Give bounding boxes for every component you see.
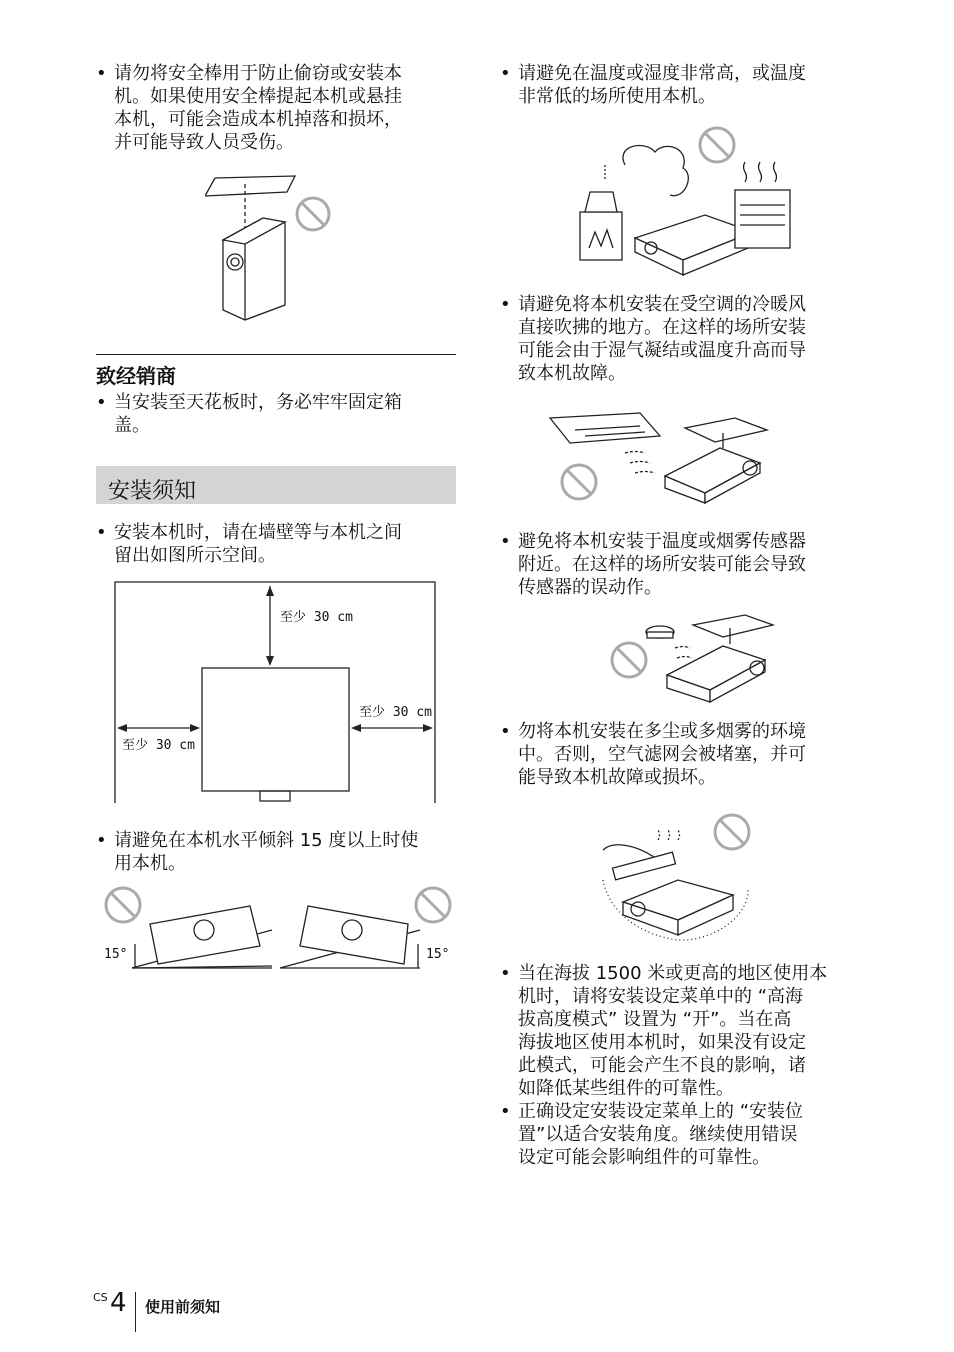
bullet-text: 当安装至天花板时，务必牢牢固定箱 盖。 [114, 392, 402, 436]
tilt-angle-right: 15° [426, 947, 450, 962]
bullet-text: 当在海拔 1500 米或更高的地区使用本 机时，请将安装设定菜单中的 “高海 拔高度模式” 设置为 “开”。当在高 海拔地区使用本机时，如果没有设定 此模式，可能会产生不良的影响，诸 如降低某些组件的可靠性。 [518, 963, 828, 1099]
section-divider [96, 354, 456, 355]
bullet-marker: • [500, 531, 511, 552]
clearance-label-left: 至少 30 cm [122, 738, 195, 753]
air-conditioner-illustration [545, 408, 775, 508]
right-bullet-installation-position [500, 1100, 870, 1170]
clearance-label-right: 至少 30 cm [359, 705, 432, 720]
bullet-text: 请勿将安全棒用于防止偷窃或安装本 机。如果使用安全棒提起本机或悬挂 本机，可能会造成本机掉落和损坏， 并可能导致人员受伤。 [114, 63, 402, 153]
bullet-text: 正确设定安装设定菜单上的 “安装位 置”以适合安装角度。继续使用错误 设定可能会影响组件的可靠性。 [518, 1101, 804, 1168]
left-bullet-tilt [96, 829, 456, 875]
footer-language-code: CS [93, 1291, 108, 1304]
bullet-marker: • [500, 963, 511, 984]
left-bullet-security-bar [96, 62, 456, 157]
dust-smoke-illustration [598, 810, 758, 945]
right-bullet-sensor [500, 530, 860, 600]
left-bullet-clearance [96, 521, 456, 567]
bullet-marker: • [96, 830, 107, 851]
right-bullet-temperature [500, 62, 860, 108]
temperature-humidity-illustration [575, 120, 800, 280]
bullet-text: 请避免在本机水平倾斜 15 度以上时使 用本机。 [114, 830, 419, 874]
right-bullet-altitude [500, 962, 870, 1102]
smoke-sensor-illustration [605, 610, 780, 705]
bullet-text: 请避免在温度或湿度非常高，或温度 非常低的场所使用本机。 [518, 63, 806, 107]
bullet-marker: • [96, 63, 107, 84]
footer-section-title: 使用前须知 [145, 1298, 221, 1316]
tilt-angle-left: 15° [104, 947, 128, 962]
bullet-marker: • [500, 63, 511, 84]
bullet-marker: • [500, 721, 511, 742]
bullet-marker: • [500, 294, 511, 315]
bullet-text: 安装本机时，请在墙壁等与本机之间 留出如图所示空间。 [114, 522, 402, 566]
clearance-diagram [110, 578, 440, 806]
bullet-text: 避免将本机安装于温度或烟雾传感器 附近。在这样的场所安装可能会导致 传感器的误动作。 [518, 531, 806, 598]
bullet-text: 请避免将本机安装在受空调的冷暖风 直接吹拂的地方。在这样的场所安装 可能会由于湿气凝结或温度升高而导 致本机故障。 [518, 294, 806, 384]
bullet-marker: • [96, 392, 107, 413]
section-title: 安装须知 [108, 479, 197, 504]
tilt-illustration [100, 884, 456, 974]
left-bullet-ceiling-cover [96, 391, 456, 437]
page-number: 4 [110, 1288, 127, 1318]
section-title-band [96, 466, 456, 504]
bullet-marker: • [500, 1101, 511, 1122]
projector-outline [202, 668, 349, 791]
bullet-marker: • [96, 522, 107, 543]
bullet-text: 勿将本机安装在多尘或多烟雾的环境 中。否则，空气滤网会被堵塞，并可 能导致本机故障或损坏。 [518, 721, 806, 788]
right-bullet-dust [500, 720, 860, 790]
dealer-heading: 致经销商 [96, 364, 176, 388]
footer-divider [135, 1292, 136, 1332]
security-bar-illustration [205, 170, 340, 330]
clearance-label-top: 至少 30 cm [280, 610, 353, 625]
right-bullet-air-conditioning [500, 293, 860, 388]
